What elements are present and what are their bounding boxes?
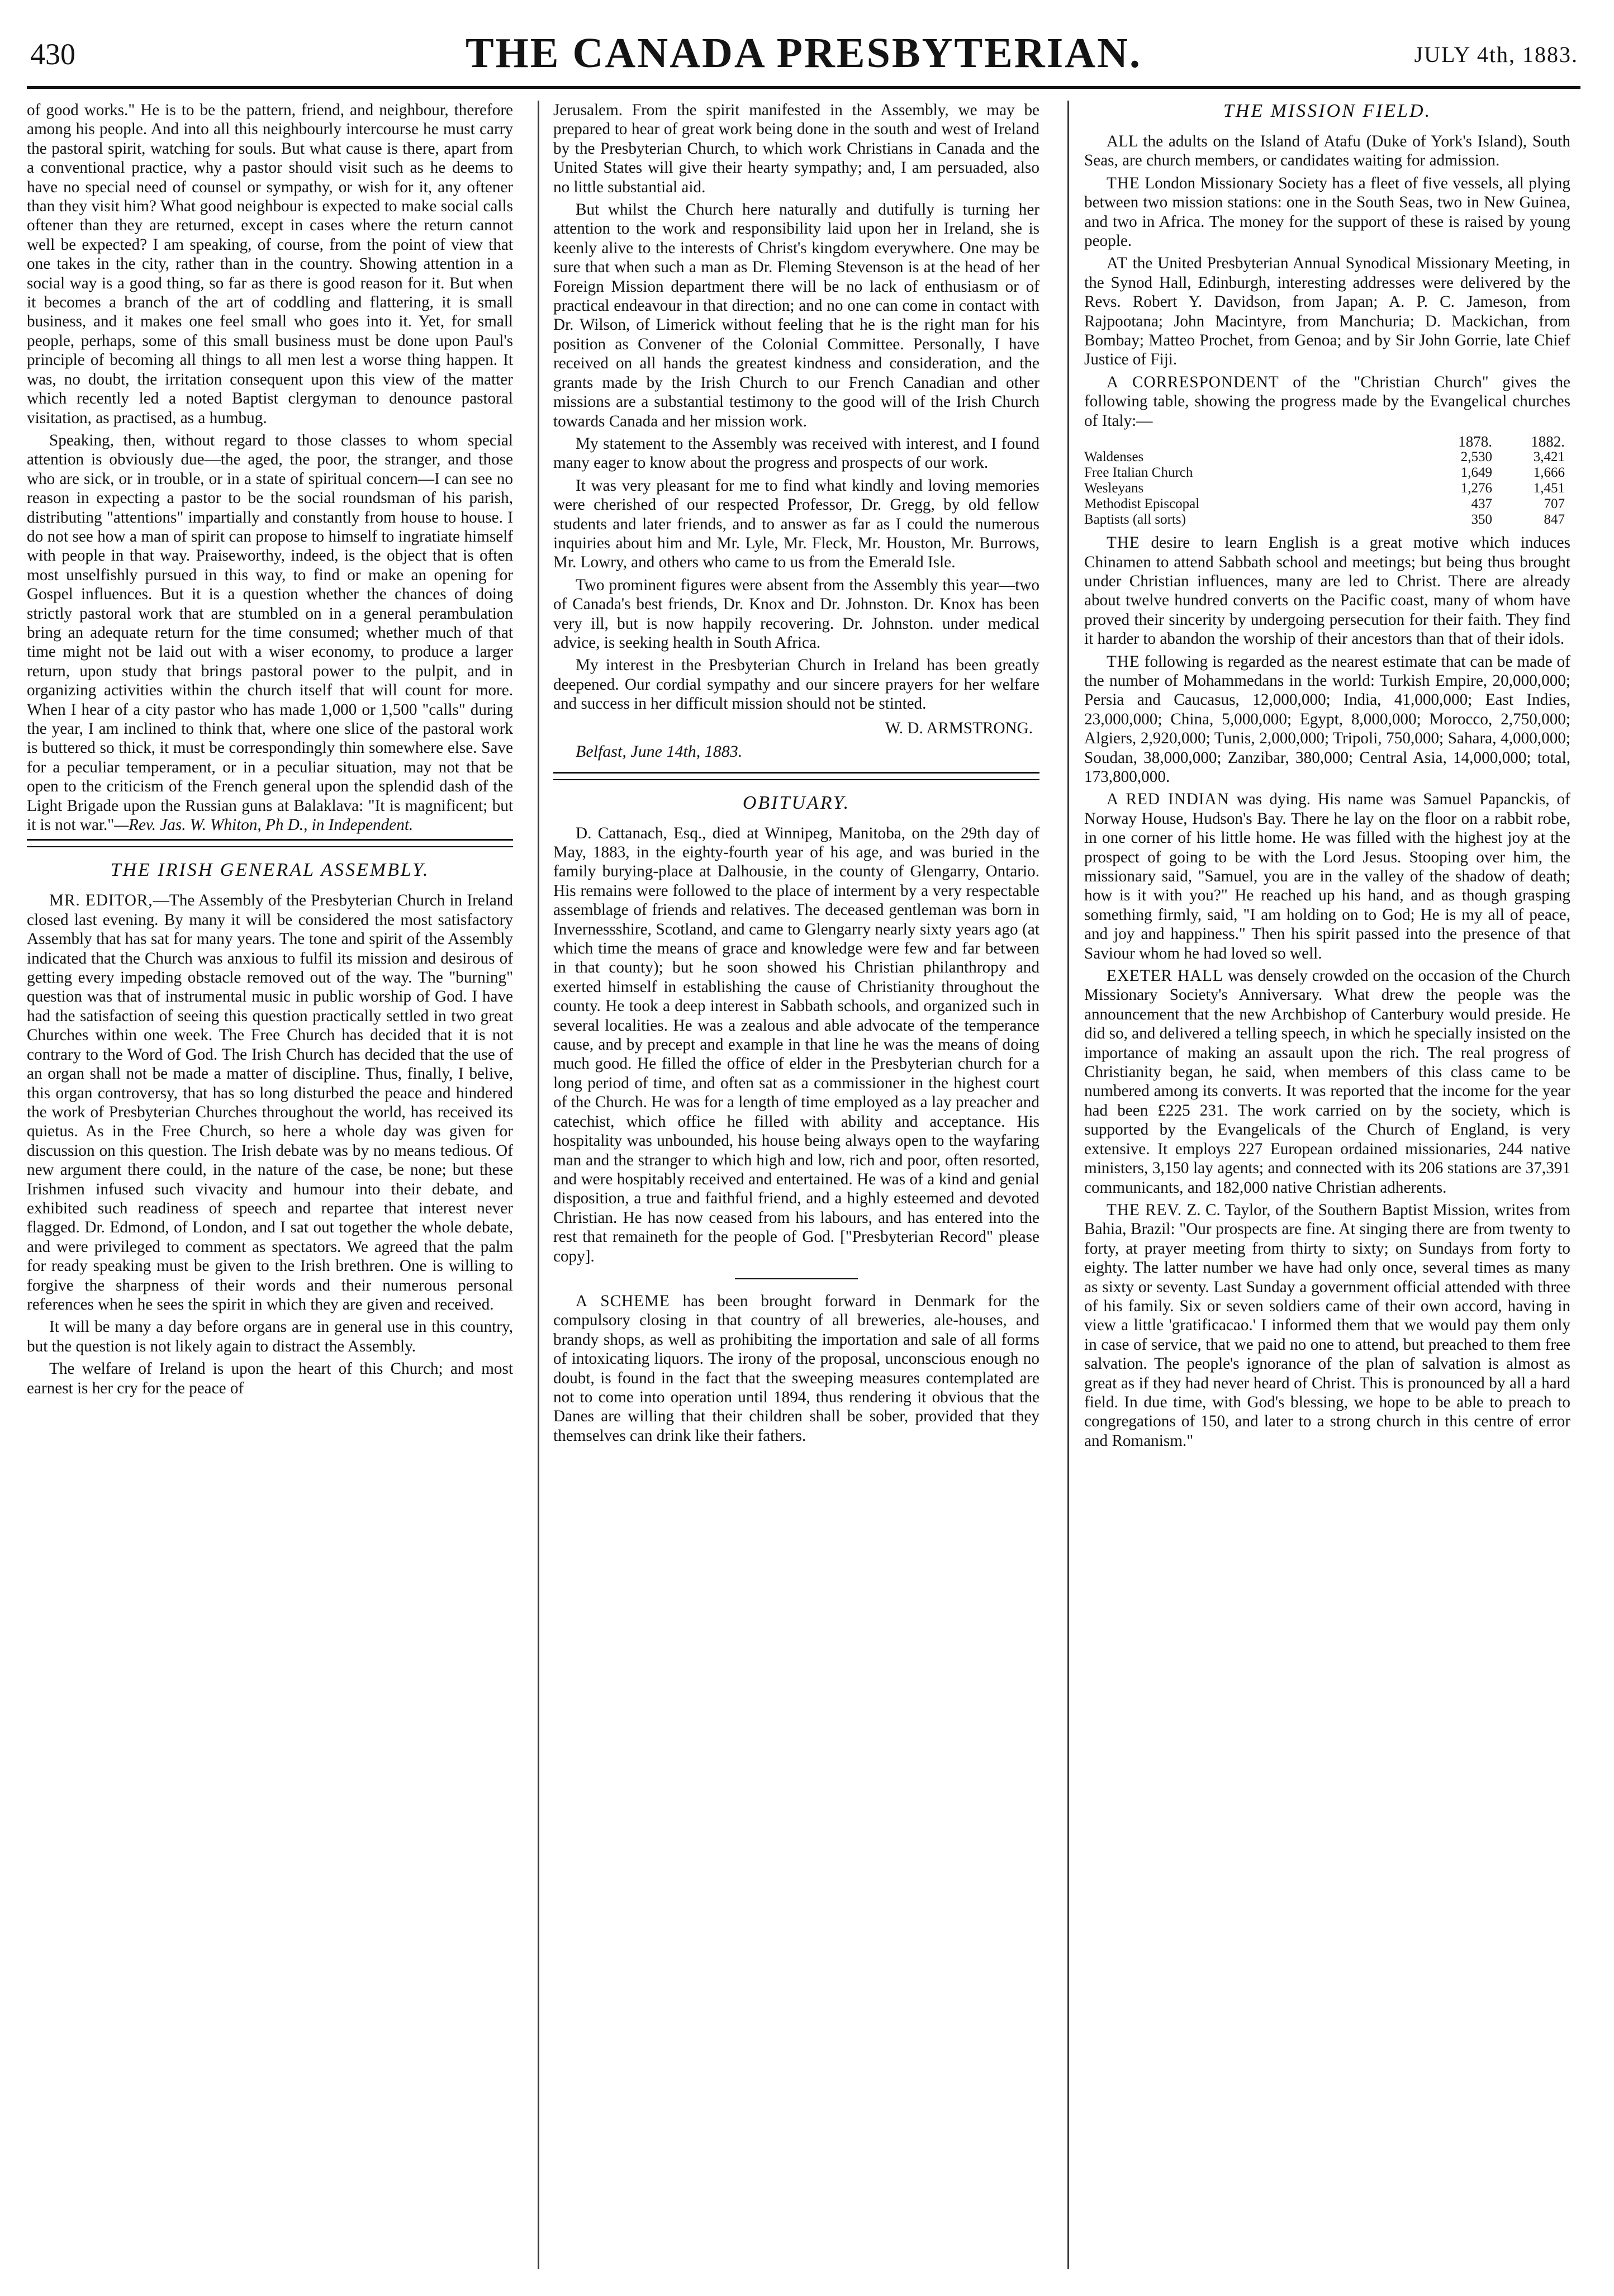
article-paragraph [1084,1201,1570,1450]
article-paragraph: My interest in the Presbyterian Church in Ireland has been greatly deepened. Our cordial sympathy and our sincere prayers for her welfare and success in her difficult mission should not be stinted. [553,656,1039,713]
newspaper-title: THE CANADA PRESBYTERIAN. [465,30,1142,77]
article-paragraph: D. Cattanach, Esq., died at Winnipeg, Manitoba, on the 29th day of May, 1883, in the eighty-fourth year of his age, and was buried in the family burying-place at Dalhousie, in the county of Glengarry, Ontario. His remains were followed to the place of interment by a very respectable assemblage of friends and relatives. The deceased gentleman was born in Invernessshire, Scotland, and came to Glengarry nearly sixty years ago (at which time the means of grace and knowledge were few and far between in that county); but he soon showed his Christian philanthropy and exerted himself in establishing the cause of Christianity throughout the county. He took a deep interest in Sabbath schools, and organized such in several localities. He was a zealous and able advocate of the temperance cause, and by precept and example in that line he was the means of doing much good. He filled the office of elder in the Presbyterian church for a long period of time, and often sat as a commissioner in the highest court of the Church. He was for a length of time employed as a lay preacher and catechist, which office he filled with ability and acceptance. His hospitality was unbounded, his house being always open to the wayfaring man and the stranger to which high and low, rich and poor, often resorted, and were hospitably received and entertained. He was of a kind and genial disposition, a true and faithful friend, and a highly esteemed and devoted Christian. He has now ceased from his labours, and has entered into the rest that remaineth for the people of God. ["Presbyterian Record" please copy]. [553,824,1039,1265]
article-paragraph: ALL the adults on the Island of Atafu (Duke of York's Island), South Seas, are church members, or candidates waiting for admission. [1084,132,1570,170]
article-paragraph-text: London Missionary Society has a fleet of five vessels, all plying between two mission stations: one in the South Seas, two in New Guinea, and two in Africa. The money for the support of these is raised by young people. [1084,174,1570,250]
article-paragraph [1084,373,1570,430]
table-row-label [1084,449,1425,465]
table-header-year: 1882. [1531,433,1565,450]
section-heading-obituary: OBITUARY. [742,792,851,813]
section-divider [553,772,1039,780]
table-cell: 1,666 [1533,465,1565,481]
column-rule [538,101,539,2269]
table-cell: 437 [1471,496,1492,512]
article-paragraph [1084,174,1570,251]
article-paragraph: Two prominent figures were absent from the Assembly this year—two of Canada's best friends, Dr. Knox and Dr. Johnston. Dr. Knox has been very ill, but is now happily recovering. Dr. Johnston. under medical advice, is seeking health in South Africa. [553,576,1039,652]
table-row [1084,449,1570,465]
table-cell: 350 [1471,512,1492,528]
article-paragraph-text: of the "Christian Church" gives the following table, showing the progress made by the Evangelical churches of Italy:— [1084,373,1570,430]
article-paragraph-text: was densely crowded on the occasion of the Church Missionary Society's Anniversary. What drew the people was the announcement that the new Archbishop of Canterbury would preside. He did so, and delivered a telling speech, in which he specially insisted on the importance of making an assault upon the rich. The real progress of Christianity began, he said, when members of this class came to be numbered among its converts. It was reported that the income for the year had been £225 231. The work carried on by the society, which is supported by the Evangelicals of the Church of England, is very extensive. It employs 227 European ordained missionaries, 244 native ministers, 3,150 lay agents; and connected with its 206 stations are 37,391 communicants, and 182,000 native Christian adherents. [1084,967,1570,1197]
page-number: 430 [30,37,75,71]
issue-date: JULY 4th, 1883. [1414,42,1578,67]
article-paragraph [27,431,513,835]
table-row-label [1084,481,1425,496]
article-paragraph: My statement to the Assembly was received with interest, and I found many eager to know about the progress and prospects of our work. [553,434,1039,472]
table-cell: 847 [1544,512,1565,528]
table-cell: 707 [1544,496,1565,512]
article-paragraph-text: —The Assembly of the Presbyterian Church in Ireland closed last evening. By many it will be considered the most satisfactory Assembly that has sat for many years. The tone and spirit of the Assembly indicated that the Church was anxious to fulfil its mission and desirous of getting every impeding obstacle removed out of the way. The "burning" question was that of instrumental music in public worship of God. I have had the satisfaction of seeing this question practically settled in two great Churches within one week. The Free Church has decided that it is not contrary to the Word of God. The Irish Church has decided that the use of an organ shall not be made a matter of discipline. Thus, finally, I belive, this organ controversy, that has so long disturbed the peace and hindered the work of Presbyterian Churches throughout the world, has received its quietus. As in the Free Church, so here a whole day was given for discussion on this question. The Irish debate was by no means tedious. Of new argument there could, in the nature of the case, be none; but these Irishmen infused such vivacity and humour into their debate, and exhibited such readiness of speech and repartee that interest never flagged. Dr. Edmond, of London, and I sat out together the whole debate, and were privileged to comment as spectators. We agreed that the palm for ready speaking must be given to the Irish brethren. One is willing to forgive the sharpness of their words and their numerous personal references when he sees the spirit in which they are given and received. [27,891,513,1313]
table-row-label [1084,496,1425,512]
lead-in: THE [1107,652,1140,671]
table-row [1084,481,1570,496]
article-credit: —Rev. Jas. W. Whiton, Ph D., in Independent. [114,816,414,834]
table-row-label [1084,465,1425,481]
table-header-blank [1084,434,1425,449]
article-paragraph-text: desire to learn English is a great motive which induces Chinamen to attend Sabbath school and meetings; but being thus brought under Christian influences, many are led to Christ. There are already about twelve hundred converts on the Pacific coast, many of whom have proved their sincerity by undergoing persecution for their faith. They find it harder to abandon the worship of their ancestors than that of their idols. [1084,534,1570,648]
table-header-year: 1878. [1458,433,1492,450]
article-paragraph: It was very pleasant for me to find what kindly and loving memories were cherished of our respected Professor, Dr. Gregg, by old fellow students and later friends, and to answer as far as I could the numerous inquiries about him and Mr. Lyle, Mr. Fleck, Mr. Houston, Mr. Burrows, Mr. Lowry, and others who came to us from the Emerald Isle. [553,476,1039,572]
table-cell: 1,276 [1460,481,1492,496]
section-heading-mission-field: THE MISSION FIELD. [1223,101,1432,121]
column-right [1084,101,1570,2269]
article-paragraph-text: Speaking, then, without regard to those classes to whom special attention is obviously due—the aged, the poor, the stranger, and those who are sick, or in trouble, or in a state of spiritual concern—I can see no reason in expecting a pastor to be the social roundsman of his parish, distributing "attentions" impartially and constantly from house to house. I do not see how a man of spirit can propose to himself to ingratiate himself with people in that way. Praiseworthy, indeed, is the object that is often most unselfishly pursued in this way, to find or make an opening for Gospel influences. But it is a question whether the chances of doing strictly pastoral work that are stumbled on in a general perambulation bring an adequate return for the time consumed; whether much of that time might not be laid out with a wiser economy, to produce a larger return, upon study that brings pastoral power to the pulpit, and in organizing activities within the church itself that will count for more. When I hear of a city pastor who has made 1,000 or 1,500 "calls" during the year, I am inclined to think that, where one slice of the pastoral work is buttered so thick, it must be correspondingly thin somewhere else. Save for a peculiar temperament, or in a peculiar situation, may not that be open to the criticism of the French general upon the splendid dash of the Light Brigade upon the Russian guns at Balaklava: "It is magnificent; but it is not war." [27,431,513,834]
article-paragraph [27,891,513,1314]
article-paragraph [1084,790,1570,963]
letter-dateline: Belfast, June 14th, 1883. [576,742,743,761]
article-paragraph-text: Z. C. Taylor, of the Southern Baptist Mission, writes from Bahia, Brazil: "Our prospects are fine. At singing there are from twenty to forty, at prayer meeting from thirty to sixty; on Sundays from forty to eighty. The latter number we have had only once, several times as many as sixty or seventy. Last Sunday a government official attended with three of his family. Six or seven soldiers came of their own accord, having in view a little 'gratificacao.' I informed them that we would pay them only in case of service, that we paid no one to attend, but preached to them free salvation. The people's ignorance of the plan of salvation is almost as great as if they had never heard of Christ. This is pronounced by all a hard field. In due time, with God's blessing, we hope to be able to preach to congregations of 150, and later to a strong church in this centre of error and Romanism." [1084,1201,1570,1450]
church-name: Baptists (all sorts) [1084,512,1186,528]
table-row-label [1084,512,1425,528]
article-paragraph [1084,533,1570,648]
lead-in: THE REV. [1107,1201,1183,1219]
article-paragraph [553,1292,1039,1445]
church-name: Waldenses [1084,449,1144,465]
article-paragraph: The welfare of Ireland is upon the heart of this Church; and most earnest is her cry for the peace of [27,1360,513,1397]
article-paragraph: It will be many a day before organs are in general use in this country, but the question is not likely again to distract the Assembly. [27,1318,513,1355]
article-paragraph-text: following is regarded as the nearest estimate that can be made of the number of Mohammedans in the world: Turkish Empire, 20,000,000; Persia and Caucasus, 12,000,000; India, 41,000,000; East Indies, 23,000,000; China, 5,000,000; Egypt, 8,000,000; Morocco, 2,750,000; Algiers, 2,920,000; Tunis, 2,000,000; Tripoli, 750,000; Sahara, 4,000,000; Soudan, 38,000,000; Zanzibar, 380,000; Central Asia, 14,000,000; total, 173,800,000. [1084,652,1570,786]
table-header-row [1084,434,1570,449]
section-heading-irish-assembly: THE IRISH GENERAL ASSEMBLY. [110,860,430,881]
lead-in: A RED INDIAN [1107,790,1230,809]
church-name: Free Italian Church [1084,465,1193,481]
lead-in: A SCHEME [576,1292,670,1310]
article-paragraph-text: has been brought forward in Denmark for the compulsory closing in that country of all breweries, ale-houses, and brandy shops, as well as prohibiting the importation and sale of all forms of intoxicating liquors. The irony of the proposal, unconscious enough no doubt, is found in the fact that the sweeping measures contemplated are not to come into operation until 1894, thus rendering it obvious that the Danes are willing that their children shall be sober, provided that they themselves can drink like their fathers. [553,1292,1039,1445]
table-row [1084,496,1570,512]
lead-in: EXETER HALL [1107,967,1223,985]
article-paragraph: Jerusalem. From the spirit manifested in the Assembly, we may be prepared to hear of great work being done in the south and west of Ireland by the Presbyterian Church, to which work Christians in Canada and the United States will give their hearty sympathy; and, I am persuaded, also no little substantial aid. [553,101,1039,196]
article-paragraph [1084,966,1570,1197]
lead-in: THE [1107,174,1140,192]
article-paragraph: of good works." He is to be the pattern, friend, and neighbour, therefore among his people. And into all this neighbourly intercourse he must carry the pastoral spirit, watching for souls. But what cause is there, apart from a conventional practice, why a pastor should visit such as he deems to have no special need of counsel or sympathy, or wish for it, any oftener than they visit him? What good neighbour is expected to make social calls oftener than they are returned, except in cases where the return cannot well be expected? I am speaking, of course, from the point of view that one takes in the city, rather than in the country. Showing attention in a social way is a good thing, so far as there is good reason for it. But when it becomes a branch of the art of coddling and flattering, it is small business, and it makes one feel small who goes into it. Yet, for small people, perhaps, some of this small business must be done upon Paul's principle of becoming all things to all men lest a worse thing happen. It was, no doubt, the irritation consequent upon this view of the matter which recently led a noted Baptist clergyman to denounce pastoral visitation, as practised, as a humbug. [27,101,513,427]
table-row [1084,465,1570,481]
article-paragraph-text: was dying. His name was Samuel Papanckis, of Norway House, Hudson's Bay. There he lay on the floor on a rabbit robe, in one corner of his little home. He was filled with the highest joy at the prospect of going to be with the Lord Jesus. Stooping over him, the missionary said, "Samuel, you are in the valley of the shadow of death; how is it with you?" He reached up his hand, and as though grasping something firmly, said, "I am holding on to God; He is my all of peace, and joy and happiness." Then his spirit passed into the presence of that Saviour whom he had loved so well. [1084,790,1570,962]
table-cell: 3,421 [1533,449,1565,465]
letter-signature: W. D. ARMSTRONG. [885,719,1033,737]
lead-in: THE [1107,534,1140,552]
lead-in: AT [1107,254,1128,273]
article-paragraph [1084,652,1570,787]
masthead [27,25,1580,89]
article-paragraph [1084,254,1570,369]
lead-in: A CORRESPONDENT [1107,373,1279,391]
column-middle [553,101,1039,2269]
table-cell: 1,649 [1460,465,1492,481]
article-paragraph: But whilst the Church here naturally and dutifully is turning her attention to the work and responsibility laid upon her in Ireland, she is keenly alive to the interests of Christ's kingdom everywhere. One may be sure that when such a man as Dr. Fleming Stevenson is at the head of her Foreign Mission department there will be no lack of enthusiasm or of practical endeavour in that direction; and no one can come in contact with Dr. Wilson, of Limerick without feeling that he is the right man for his position as Convener of the Colonial Committee. Personally, I have received on all hands the greatest kindness and consideration, and the grants made by the Irish Church to our French Canadian and other missions are a substantial testimony to the good will of the Irish Church towards Canada and her mission work. [553,201,1039,430]
table-cell: 2,530 [1460,449,1492,465]
section-divider [27,839,513,847]
column-rule [1067,101,1069,2269]
church-name: Wesleyans [1084,481,1144,496]
table-cell: 1,451 [1533,481,1565,496]
italy-churches-table [1084,434,1570,528]
lead-in: MR. EDITOR, [49,891,153,910]
church-name: Methodist Episcopal [1084,496,1200,512]
article-paragraph-text: the United Presbyterian Annual Synodical Missionary Meeting, in the Synod Hall, Edinburgh, interesting addresses were delivered by the Revs. Robert Y. Davidson, from Japan; A. P. C. Jameson, from Rajpootana; John Macintyre, from Manchuria; D. Mackichan, from Bombay; Matteo Prochet, from Genoa; and by Sir John Gorrie, late Chief Justice of Fiji. [1084,254,1570,369]
table-row [1084,512,1570,528]
short-divider [735,1278,858,1279]
column-left [27,101,513,2269]
